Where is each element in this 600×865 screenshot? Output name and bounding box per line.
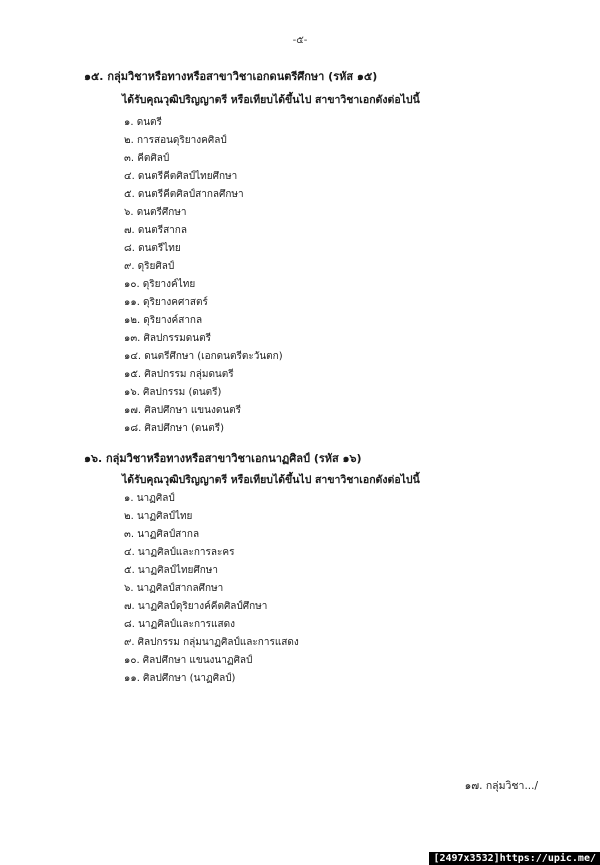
list-item: ๘. นาฏศิลป์และการแสดง: [124, 619, 235, 630]
list-item: ๖. ดนตรีศึกษา: [124, 207, 187, 218]
list-item: ๔. นาฏศิลป์และการละคร: [124, 547, 235, 558]
list-item: ๑๑. ดุริยางคศาสตร์: [124, 297, 208, 308]
list-item: ๔. ดนตรีคีตศิลป์ไทยศึกษา: [124, 171, 238, 182]
list-item: ๑๕. ศิลปกรรม กลุ่มดนตรี: [124, 369, 234, 380]
list-item: ๑๗. ศิลปศึกษา แขนงดนตรี: [124, 405, 242, 416]
section-title: ๑๖. กลุ่มวิชาหรือทางหรือสาขาวิชาเอกนาฏศิลป์ (รหัส ๑๖): [84, 452, 362, 465]
list-item: ๑๒. ดุริยางค์สากล: [124, 315, 203, 326]
image-host-watermark: [2497x3532]https://upic.me/: [429, 852, 600, 865]
list-item: ๒. นาฏศิลป์ไทย: [124, 511, 193, 522]
list-item: ๗. ดนตรีสากล: [124, 225, 187, 236]
list-item: ๑. ดนตรี: [124, 117, 162, 128]
list-item: ๑๐. ศิลปศึกษา แขนงนาฏศิลป์: [124, 655, 253, 666]
list-item: ๒. การสอนดุริยางคศิลป์: [124, 135, 227, 146]
list-item: ๑๖. ศิลปกรรม (ดนตรี): [124, 387, 222, 398]
list-item: ๗. นาฏศิลป์ดุริยางค์คีตศิลป์ศึกษา: [124, 601, 268, 612]
list-item: ๑๓. ศิลปกรรมดนตรี: [124, 333, 211, 344]
list-item: ๑๔. ดนตรีศึกษา (เอกดนตรีตะวันตก): [124, 351, 283, 362]
list-item: ๕. ดนตรีคีตศิลป์สากลศึกษา: [124, 189, 244, 200]
list-item: ๑๑. ศิลปศึกษา (นาฏศิลป์): [124, 673, 236, 684]
list-item: ๕. นาฏศิลป์ไทยศึกษา: [124, 565, 219, 576]
list-item: ๙. ดุริยศิลป์: [124, 261, 175, 272]
list-item: ๓. คีตศิลป์: [124, 153, 170, 164]
list-item: ๑๐. ดุริยางค์ไทย: [124, 279, 196, 290]
list-item: ๑๘. ศิลปศึกษา (ดนตรี): [124, 423, 225, 434]
section-title: ๑๕. กลุ่มวิชาหรือทางหรือสาขาวิชาเอกดนตรีศึกษา (รหัส ๑๕): [84, 70, 378, 83]
list-item: ๘. ดนตรีไทย: [124, 243, 181, 254]
continuation-reference: ๑๗. กลุ่มวิชา.../: [464, 780, 538, 792]
list-item: ๖. นาฏศิลป์สากลศึกษา: [124, 583, 224, 594]
section-subtitle: ได้รับคุณวุฒิปริญญาตรี หรือเทียบได้ขึ้นไป สาขาวิชาเอกดังต่อไปนี้: [122, 474, 420, 486]
page-number: -๕-: [292, 35, 308, 46]
list-item: ๙. ศิลปกรรม กลุ่มนาฏศิลป์และการแสดง: [124, 637, 299, 648]
list-item: ๓. นาฏศิลป์สากล: [124, 529, 200, 540]
section-subtitle: ได้รับคุณวุฒิปริญญาตรี หรือเทียบได้ขึ้นไป สาขาวิชาเอกดังต่อไปนี้: [122, 94, 420, 106]
list-item: ๑. นาฏศิลป์: [124, 493, 175, 504]
